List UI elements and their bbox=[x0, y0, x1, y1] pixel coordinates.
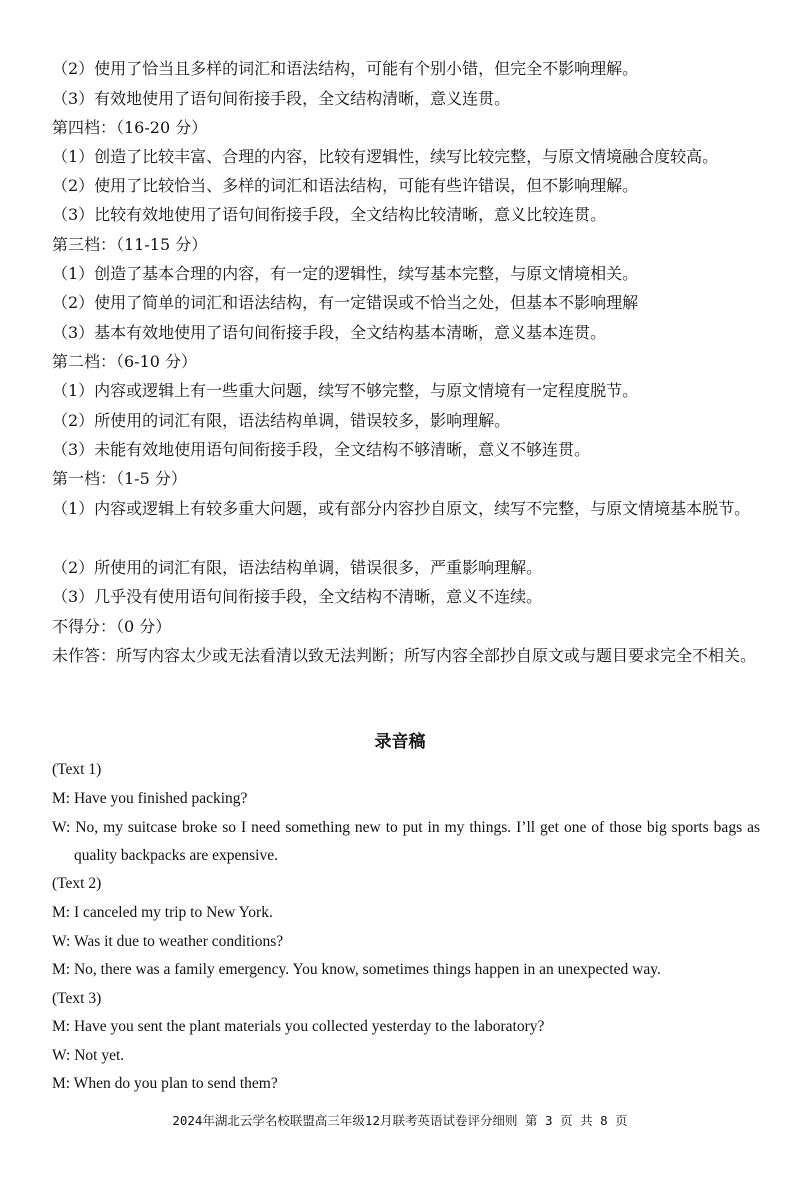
tier-heading: 不得分：（0 分） bbox=[52, 617, 172, 636]
rubric-line: （2）使用了比较恰当、多样的词汇和语法结构，可能有些许错误，但不影响理解。 bbox=[52, 176, 639, 195]
tier-heading: 第三档：（11-15 分） bbox=[52, 235, 208, 254]
rubric-line: （2）所使用的词汇有限，语法结构单调，错误很多，严重影响理解。 bbox=[52, 558, 543, 577]
dialogue-line: W: No, my suitcase broke so I need something new to put in my things. I’ll get one of those big sports bags as quality backpacks are expensive. bbox=[52, 819, 760, 864]
dialogue-line: M: Have you finished packing? bbox=[52, 790, 248, 807]
dialogue-line: M: When do you plan to send them? bbox=[52, 1075, 278, 1092]
rubric-line: （2）使用了简单的词汇和语法结构，有一定错误或不恰当之处，但基本不影响理解 bbox=[52, 293, 639, 312]
rubric-line: （3）几乎没有使用语句间衔接手段，全文结构不清晰，意义不连续。 bbox=[52, 587, 543, 606]
dialogue-line: M: I canceled my trip to New York. bbox=[52, 904, 273, 921]
text-label: (Text 1) bbox=[52, 761, 102, 778]
tier-heading: 第二档：（6-10 分） bbox=[52, 352, 198, 371]
tier-heading: 第一档：（1-5 分） bbox=[52, 469, 187, 488]
transcript-heading: 录音稿 bbox=[374, 732, 426, 752]
text-label: (Text 3) bbox=[52, 990, 102, 1007]
rubric-line: （3）比较有效地使用了语句间衔接手段，全文结构比较清晰，意义比较连贯。 bbox=[52, 205, 607, 224]
dialogue-line: W: Was it due to weather conditions? bbox=[52, 933, 284, 950]
text-label: (Text 2) bbox=[52, 875, 102, 892]
rubric-line: （3）基本有效地使用了语句间衔接手段，全文结构基本清晰，意义基本连贯。 bbox=[52, 323, 607, 342]
rubric-line: （1）内容或逻辑上有一些重大问题，续写不够完整，与原文情境有一定程度脱节。 bbox=[52, 381, 639, 400]
rubric-line: （1）创造了比较丰富、合理的内容，比较有逻辑性，续写比较完整，与原文情境融合度较高。 bbox=[52, 147, 719, 166]
rubric-line: （1）内容或逻辑上有较多重大问题，或有部分内容抄自原文，续写不完整，与原文情境基本脱节。 bbox=[52, 499, 751, 518]
dialogue-line: M: Have you sent the plant materials you collected yesterday to the laboratory? bbox=[52, 1018, 545, 1035]
rubric-line: （3）有效地使用了语句间衔接手段，全文结构清晰，意义连贯。 bbox=[52, 89, 511, 108]
rubric-line: （2）所使用的词汇有限，语法结构单调，错误较多，影响理解。 bbox=[52, 411, 511, 430]
tier-heading: 第四档：（16-20 分） bbox=[52, 118, 208, 137]
dialogue-line: M: No, there was a family emergency. You know, sometimes things happen in an unexpected way. bbox=[52, 961, 661, 978]
rubric-line: （1）创造了基本合理的内容，有一定的逻辑性，续写基本完整，与原文情境相关。 bbox=[52, 264, 639, 283]
dialogue-line: W: Not yet. bbox=[52, 1047, 125, 1064]
rubric-line: （3）未能有效地使用语句间衔接手段，全文结构不够清晰，意义不够连贯。 bbox=[52, 440, 591, 459]
not-answered-note: 未作答：所写内容太少或无法看清以致无法判断；所写内容全部抄自原文或与题目要求完全不相关。 bbox=[52, 646, 757, 665]
page-footer: 2024年湖北云学名校联盟高三年级12月联考英语试卷评分细则 第 3 页 共 8 页 bbox=[172, 1113, 628, 1128]
rubric-line: （2）使用了恰当且多样的词汇和语法结构，可能有个别小错，但完全不影响理解。 bbox=[52, 59, 639, 78]
